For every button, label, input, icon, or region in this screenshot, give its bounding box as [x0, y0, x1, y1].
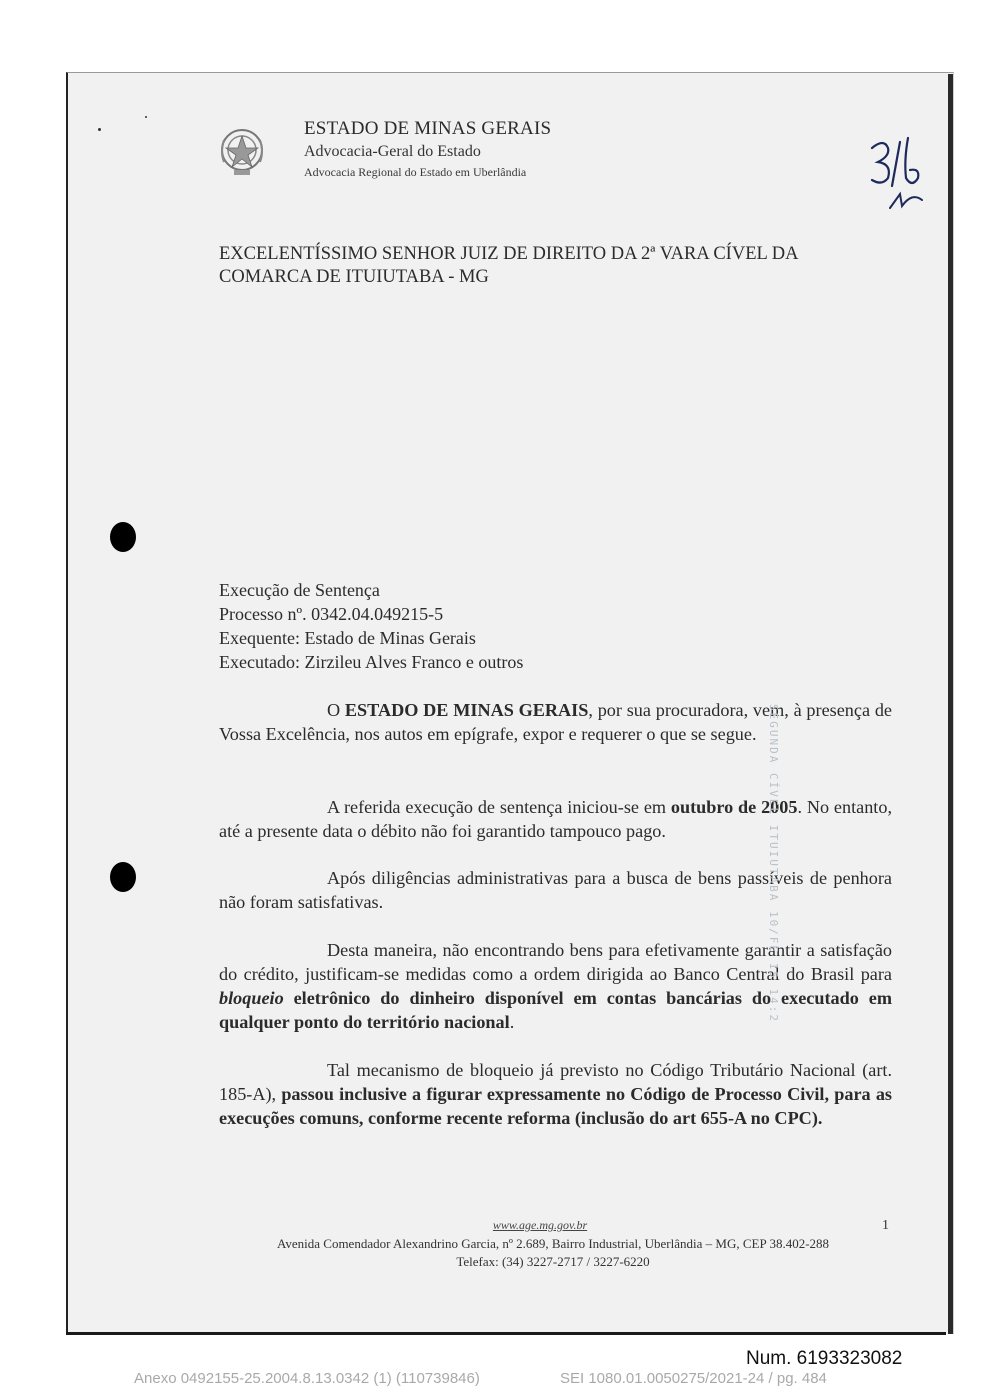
- text-run: A referida execução de sentença iniciou-se em: [327, 797, 671, 817]
- sei-reference: SEI 1080.01.0050275/2021-24 / pg. 484: [560, 1370, 827, 1387]
- header-agency: Advocacia-Geral do Estado: [304, 143, 481, 160]
- header-state: ESTADO DE MINAS GERAIS: [304, 118, 552, 139]
- paragraph-mechanism: [219, 1058, 892, 1130]
- text-run: Desta maneira, não encontrando bens para efetivamente garantir a satisfação do crédito, justificam-se medidas como a ordem dirigida ao Banco Central do Brasil para: [219, 940, 892, 984]
- text-run-bold: outubro de 2005: [670, 797, 798, 817]
- text-run-bold: ESTADO DE MINAS GERAIS: [344, 700, 589, 720]
- text-run: O: [327, 700, 345, 720]
- text-run-bold-italic: bloqueio: [219, 988, 284, 1008]
- paragraph-blocking: [219, 938, 892, 1034]
- scan-dot: [145, 116, 147, 118]
- text-run: , por sua procuradora, vem, à presença de Vossa Excelência, nos autos em epígrafe, expor e requerer o que se segue.: [219, 700, 892, 744]
- addressee-line: COMARCA DE ITUIUTABA - MG: [219, 267, 489, 287]
- text-run: .: [509, 1012, 515, 1032]
- text-run: . No entanto, até a presente data o débito não foi garantido tampouco pago.: [219, 797, 892, 841]
- paragraph-intro: [219, 698, 892, 746]
- addressee-line: EXCELENTÍSSIMO SENHOR JUIZ DE DIREITO DA 2ª VARA CÍVEL DA: [219, 244, 799, 264]
- addressee: [219, 243, 899, 289]
- page-number: 1: [882, 1218, 889, 1233]
- scan-edge-bottom: [66, 1332, 946, 1335]
- punch-hole: [110, 862, 136, 892]
- text-run-bold: passou inclusive a figurar expressamente no Código de Processo Civil, para as execuções comuns, conforme recente reforma (inclusão do art 655-A no CPC).: [219, 1084, 893, 1128]
- case-plaintiff: Exequente: Estado de Minas Gerais: [219, 628, 476, 648]
- footer-url: www.age.mg.gov.br: [492, 1218, 588, 1232]
- court-receipt-stamp: SEGUNDA CÍVEL ITUIUTABA 10/FE 15 14:2: [767, 704, 780, 1024]
- scan-edge: [948, 74, 953, 1334]
- footer-address: Avenida Comendador Alexandrino Garcia, nº 2.689, Bairro Industrial, Uberlândia – MG, CEP 38.402-288: [276, 1236, 830, 1251]
- text-run-bold: eletrônico do dinheiro disponível em contas bancárias do executado em qualquer ponto do território nacional: [219, 988, 892, 1032]
- handwritten-note: [866, 134, 946, 224]
- paragraph-diligences: [219, 866, 892, 914]
- case-info: [219, 578, 523, 674]
- footer-phone: Telefax: (34) 3227-2717 / 3227-6220: [456, 1254, 650, 1269]
- document-number: Num. 6193323082: [746, 1348, 903, 1369]
- text-run: Após diligências administrativas para a busca de bens passíveis de penhora não foram satisfativas.: [219, 868, 892, 912]
- case-process: Processo nº. 0342.04.049215-5: [219, 604, 444, 624]
- header-regional: Advocacia Regional do Estado em Uberlândia: [304, 165, 527, 179]
- coat-of-arms-icon: [216, 122, 268, 180]
- annex-reference: Anexo 0492155-25.2004.8.13.0342 (1) (110739846): [134, 1370, 480, 1387]
- punch-hole: [110, 522, 136, 552]
- case-defendant: Executado: Zirzileu Alves Franco e outros: [219, 652, 524, 672]
- case-type: Execução de Sentença: [219, 580, 380, 600]
- scan-dot: [98, 128, 101, 131]
- text-run: Tal mecanismo de bloqueio já previsto no Código Tributário Nacional (art. 185-A),: [219, 1060, 892, 1104]
- paragraph-execution: [219, 795, 892, 843]
